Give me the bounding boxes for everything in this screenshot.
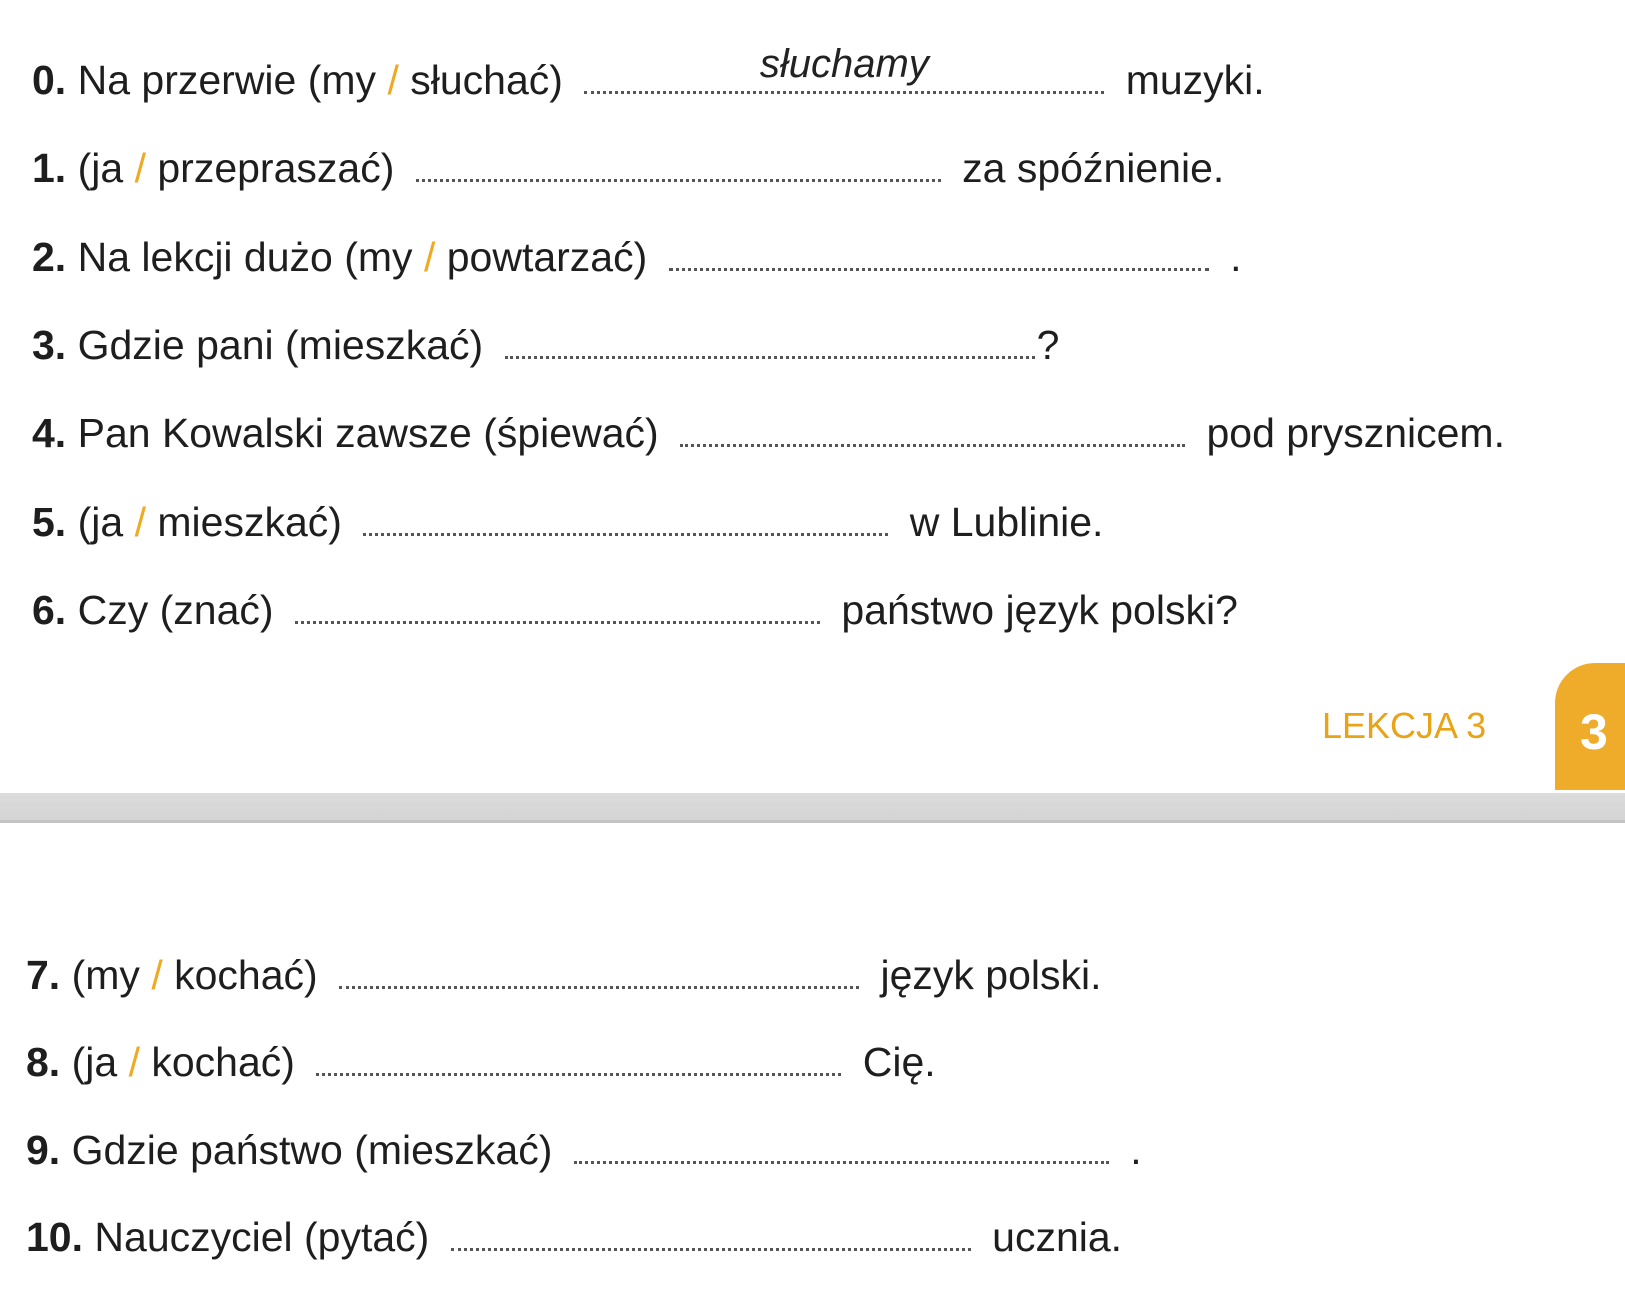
exercise-tail: .: [1230, 234, 1242, 280]
exercise-tail: język polski.: [880, 952, 1102, 998]
answer-blank[interactable]: [584, 42, 1104, 94]
slash-separator: /: [134, 145, 146, 191]
exercise-tail: za spóźnienie.: [962, 145, 1225, 191]
exercise-verb: powtarzać): [435, 234, 648, 280]
exercise-number: 2.: [32, 234, 67, 280]
exercise-0: [32, 42, 1265, 105]
exercise-text: (ja: [77, 145, 135, 191]
exercise-tail: w Lublinie.: [909, 499, 1104, 545]
exercise-text: (ja: [77, 499, 135, 545]
answer-blank[interactable]: [416, 178, 941, 182]
exercise-tail: pod prysznicem.: [1206, 410, 1505, 456]
lesson-label: LEKCJA 3: [1322, 705, 1487, 746]
page-divider: [0, 793, 1625, 823]
answer-blank[interactable]: [669, 267, 1209, 271]
exercise-text: Nauczyciel (pytać): [94, 1214, 430, 1260]
answer-blank[interactable]: [680, 443, 1185, 447]
answer-blank[interactable]: [339, 985, 859, 989]
exercise-verb: mieszkać): [145, 499, 342, 545]
exercise-text: Gdzie państwo (mieszkać): [71, 1127, 553, 1173]
exercise-verb: słuchać): [398, 57, 563, 103]
exercise-text: Czy (znać): [77, 587, 274, 633]
answer-blank[interactable]: [295, 620, 820, 624]
slash-separator: /: [128, 1039, 140, 1085]
exercise-number: 6.: [32, 587, 67, 633]
exercise-number: 10.: [26, 1214, 83, 1260]
exercise-number: 4.: [32, 410, 67, 456]
answer-blank[interactable]: [316, 1072, 841, 1076]
exercise-8: [26, 1037, 936, 1087]
exercise-text: (ja: [71, 1039, 129, 1085]
exercise-text: Gdzie pani (mieszkać): [77, 322, 484, 368]
lesson-tab-number: 3: [1580, 704, 1608, 760]
exercise-6: [32, 585, 1238, 635]
exercise-9: [26, 1125, 1142, 1175]
exercise-tail: Cię.: [862, 1039, 936, 1085]
exercise-number: 8.: [26, 1039, 61, 1085]
exercise-number: 1.: [32, 145, 67, 191]
exercise-verb: kochać): [139, 1039, 295, 1085]
exercise-3: [32, 320, 1059, 370]
answer-blank[interactable]: [451, 1247, 971, 1251]
answer-blank[interactable]: [574, 1160, 1109, 1164]
answer-blank[interactable]: [363, 532, 888, 536]
exercise-2: [32, 232, 1241, 282]
exercise-tail: państwo język polski?: [841, 587, 1238, 633]
exercise-tail: ucznia.: [992, 1214, 1123, 1260]
exercise-10: [26, 1212, 1122, 1262]
exercise-text: (my: [71, 952, 152, 998]
exercise-text: Na lekcji dużo (my: [77, 234, 424, 280]
exercise-7: [26, 950, 1102, 1000]
exercise-number: 0.: [32, 57, 67, 103]
exercise-number: 7.: [26, 952, 61, 998]
answer-text: słuchamy: [759, 42, 929, 86]
exercise-tail: ?: [1036, 322, 1060, 368]
exercise-1: [32, 143, 1224, 193]
exercise-4: [32, 408, 1505, 458]
slash-separator: /: [423, 234, 436, 280]
exercise-number: 9.: [26, 1127, 61, 1173]
exercise-number: 3.: [32, 322, 67, 368]
slash-separator: /: [387, 57, 399, 103]
exercise-text: Pan Kowalski zawsze (śpiewać): [77, 410, 659, 456]
answer-blank[interactable]: [505, 355, 1035, 359]
exercise-tail: muzyki.: [1125, 57, 1265, 103]
exercise-5: [32, 497, 1103, 547]
exercise-tail: .: [1130, 1127, 1142, 1173]
exercise-number: 5.: [32, 499, 67, 545]
slash-separator: /: [134, 499, 146, 545]
slash-separator: /: [151, 952, 163, 998]
exercise-verb: kochać): [162, 952, 318, 998]
exercise-text: Na przerwie (my: [77, 57, 388, 103]
exercise-verb: przepraszać): [145, 145, 395, 191]
